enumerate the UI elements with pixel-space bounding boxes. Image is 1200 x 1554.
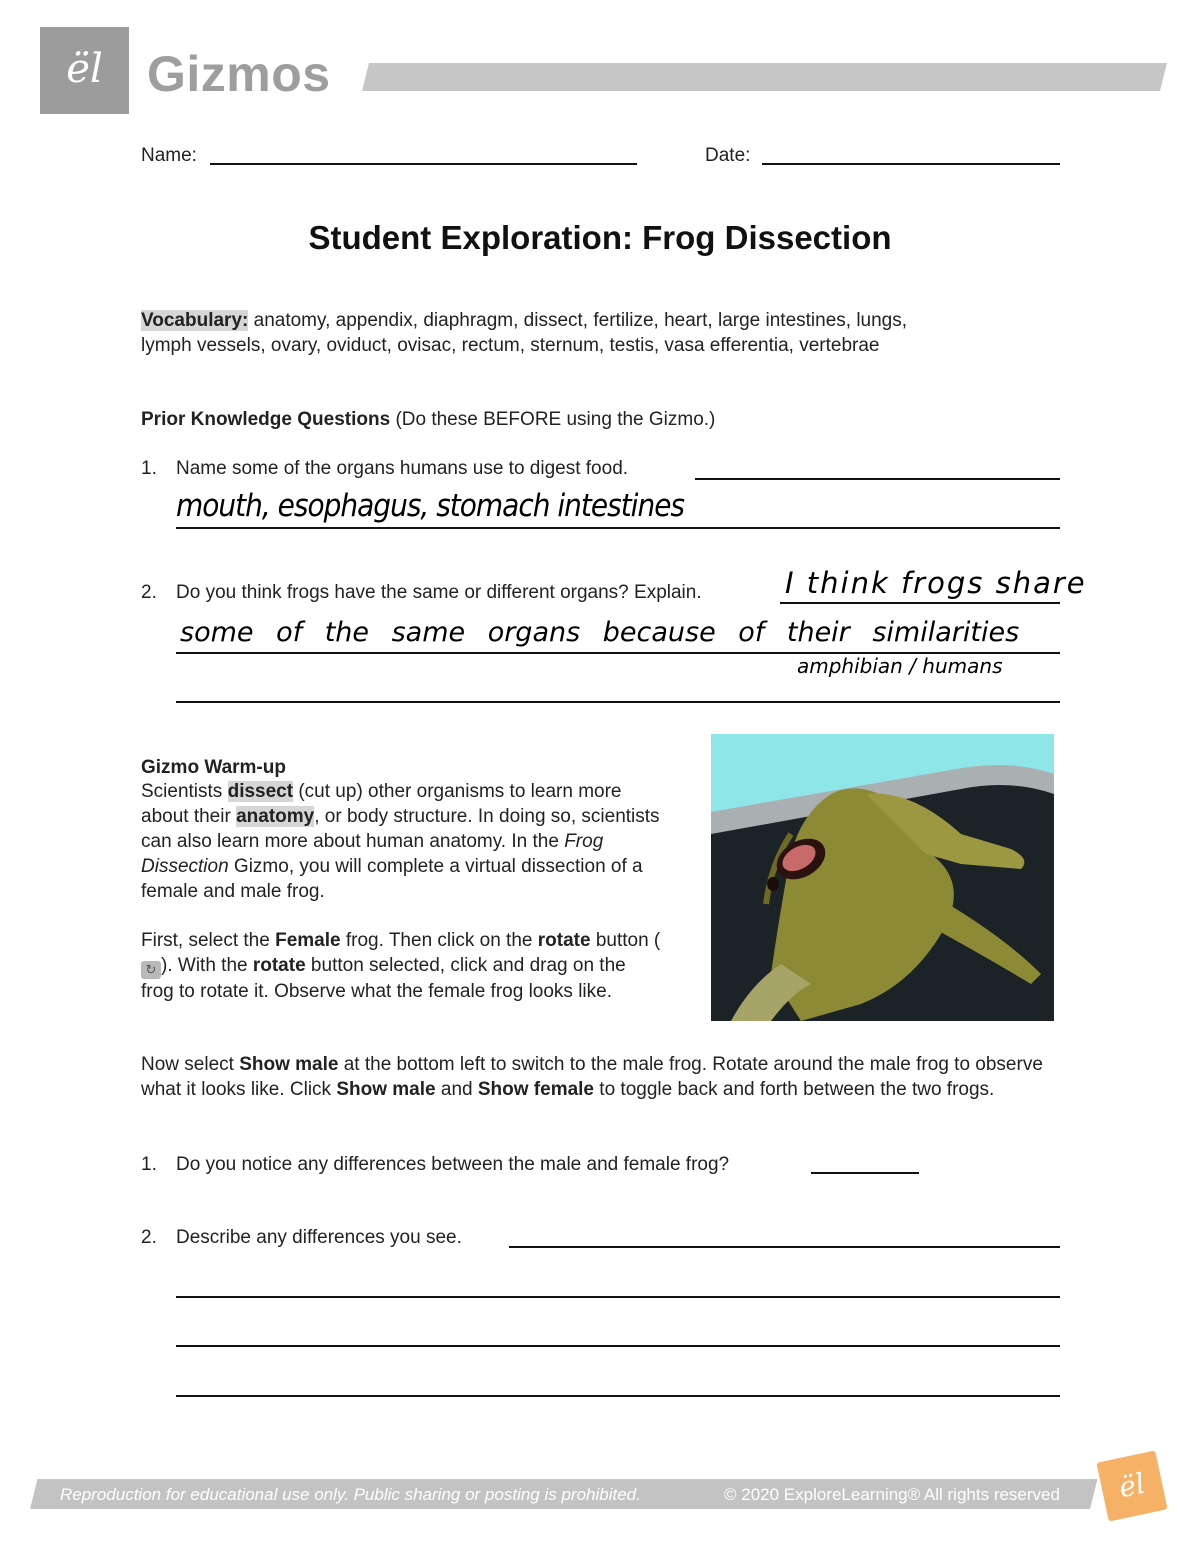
show-female-label: Show female [477, 1079, 595, 1100]
question-number: 2. [141, 1227, 157, 1248]
header-bar [362, 63, 1167, 91]
warmup-paragraph-1 [141, 779, 666, 904]
answer-line[interactable] [176, 1395, 1060, 1397]
handwritten-answer-1: mouth, esophagus, stomach intestines [176, 487, 685, 524]
vocabulary-label: Vocabulary: [141, 310, 249, 331]
text: , or body structure. In doing so, scientists can also learn more about human anatomy. In the [141, 806, 660, 852]
footer-logo-icon [1096, 1450, 1167, 1521]
prior-knowledge-heading-line [141, 407, 715, 432]
name-label: Name: [141, 145, 197, 166]
show-male-label: Show male [336, 1079, 436, 1100]
text: (cut up) other organisms to learn more about their [141, 781, 622, 827]
text: ). With the [161, 955, 253, 976]
answer-line[interactable] [176, 1296, 1060, 1298]
text: Scientists [141, 781, 228, 802]
text: button ( [590, 930, 661, 951]
name-field[interactable] [210, 163, 637, 165]
frog-image [711, 734, 1054, 1021]
text: First, select the [141, 930, 276, 951]
keyword-anatomy: anatomy [236, 806, 315, 827]
question-number: 1. [141, 1154, 157, 1175]
rotate-label: rotate [537, 930, 591, 951]
answer-line[interactable] [811, 1172, 919, 1174]
prior-question-2: Do you think frogs have the same or different organs? Explain. [176, 582, 702, 603]
text: Gizmo, you will complete a virtual dissection of a female and male frog. [141, 856, 643, 902]
vocabulary-terms: anatomy, appendix, diaphragm, dissect, fertilize, heart, large intestines, lungs, [253, 310, 908, 331]
warmup-heading: Gizmo Warm-up [141, 757, 286, 778]
text: at the bottom left to switch to the male frog. Rotate around the male frog to observe what it looks like. Click [141, 1054, 1043, 1100]
gizmos-logo [40, 27, 129, 114]
prior-knowledge-heading: Prior Knowledge Questions [141, 409, 391, 430]
vocabulary-line-1 [141, 308, 1081, 333]
text: and [435, 1079, 478, 1100]
answer-line[interactable] [176, 1345, 1060, 1347]
vocabulary-terms-line-2: lymph vessels, ovary, oviduct, ovisac, rectum, sternum, testis, vasa efferentia, vertebrae [141, 335, 880, 356]
answer-line[interactable] [780, 602, 1060, 604]
warmup-paragraph-2 [141, 928, 661, 1004]
text: to toggle back and forth between the two frogs. [594, 1079, 995, 1100]
date-field[interactable] [762, 163, 1060, 165]
rotate-label: rotate [252, 955, 306, 976]
brand-name: Gizmos [147, 46, 331, 102]
text: button selected, click and drag on the frog to rotate it. Observe what the female frog looks like. [141, 955, 626, 1002]
text: Now select [141, 1054, 240, 1075]
warmup-question-2: Describe any differences you see. [176, 1227, 462, 1248]
footer-logo-glyph: ël [1115, 1466, 1148, 1505]
warmup-question-1: Do you notice any differences between the male and female frog? [176, 1154, 730, 1175]
page-title: Student Exploration: Frog Dissection [308, 219, 892, 256]
answer-line[interactable] [176, 527, 1060, 529]
explorelearning-logo-icon: ël [66, 46, 103, 92]
gizmo-name: Frog Dissection [141, 831, 604, 877]
text: frog. Then click on the [340, 930, 538, 951]
rotate-icon: ↻ [141, 961, 161, 979]
handwritten-answer-2-line-1: I think frogs share [785, 566, 1087, 600]
show-male-label: Show male [239, 1054, 339, 1075]
question-number: 1. [141, 458, 157, 479]
answer-line[interactable] [695, 478, 1060, 480]
date-label: Date: [705, 145, 751, 166]
warmup-paragraph-3 [141, 1052, 1066, 1102]
answer-line[interactable] [509, 1246, 1060, 1248]
prior-knowledge-note: (Do these BEFORE using the Gizmo.) [395, 409, 716, 430]
handwritten-answer-2-line-2: some of the same organs because of their similarities [180, 617, 1020, 648]
question-number: 2. [141, 582, 157, 603]
keyword-dissect: dissect [227, 781, 294, 802]
footer-copyright: © 2020 ExploreLearning® All rights reserved [724, 1485, 1060, 1504]
handwritten-answer-2-line-3: amphibian / humans [797, 654, 1003, 678]
female-label: Female [275, 930, 341, 951]
answer-line[interactable] [176, 701, 1060, 703]
footer-copyright-notice: Reproduction for educational use only. Public sharing or posting is prohibited. [60, 1485, 641, 1504]
prior-question-1: Name some of the organs humans use to digest food. [176, 458, 629, 479]
